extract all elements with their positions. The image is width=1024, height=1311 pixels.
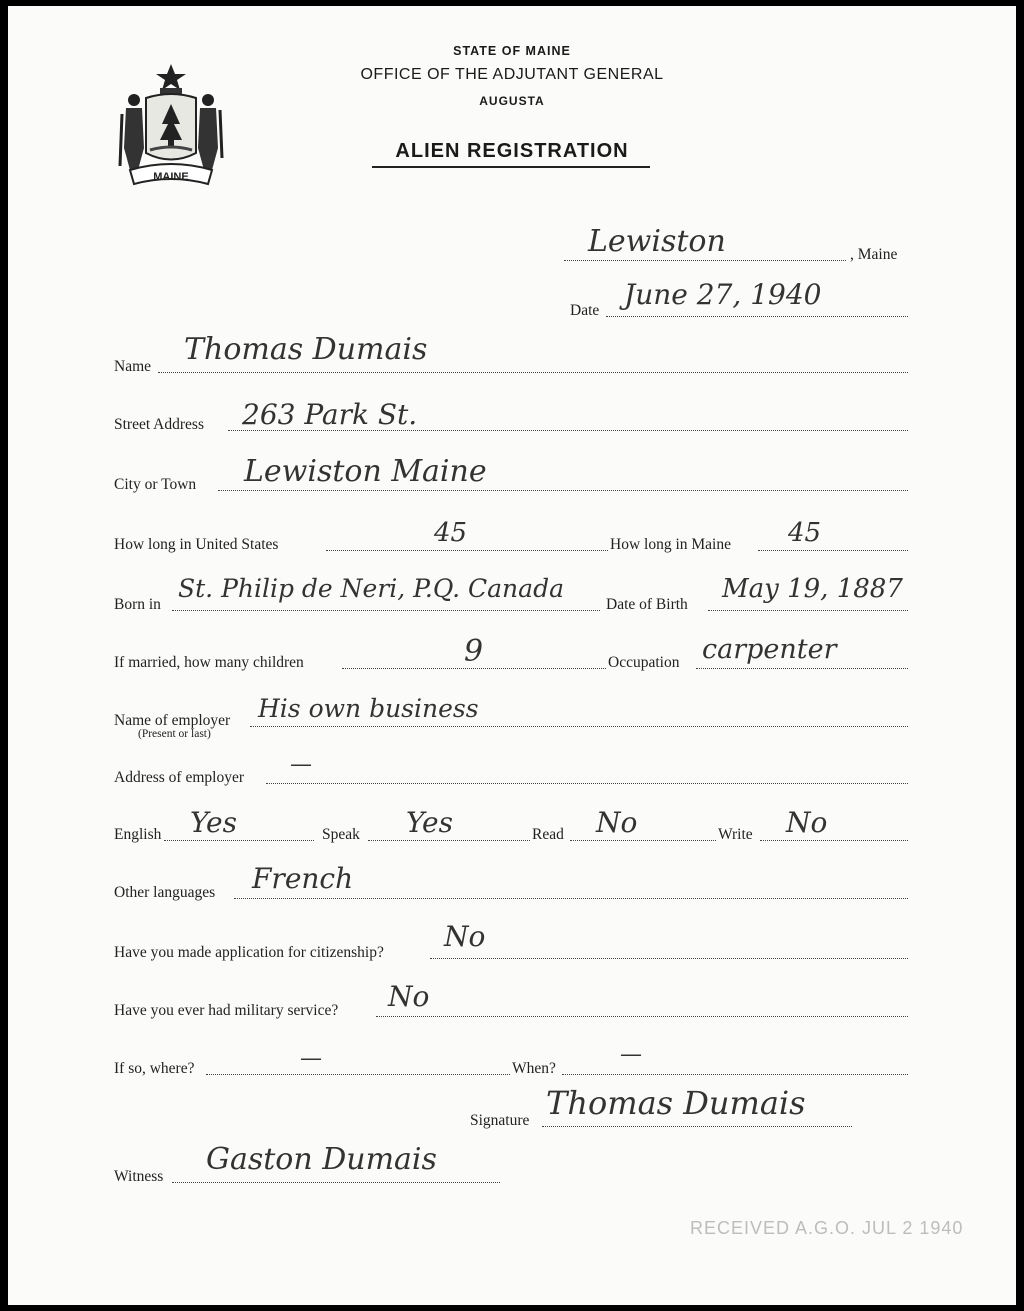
birth-date-line xyxy=(708,610,908,611)
date-value[interactable]: June 27, 1940 xyxy=(624,278,822,311)
children-label: If married, how many children xyxy=(114,654,304,671)
header-office: OFFICE OF THE ADJUTANT GENERAL xyxy=(360,66,664,83)
years-maine-label: How long in Maine xyxy=(610,536,731,553)
signature-label: Signature xyxy=(470,1112,530,1129)
write-value[interactable]: No xyxy=(786,806,828,839)
employer-address-value[interactable]: — xyxy=(290,752,312,777)
write-label: Write xyxy=(718,826,753,843)
place-value[interactable]: Lewiston xyxy=(588,224,726,259)
write-line xyxy=(760,840,908,841)
witness-value[interactable]: Gaston Dumais xyxy=(206,1142,437,1177)
street-value[interactable]: 263 Park St. xyxy=(242,398,418,431)
when-label: When? xyxy=(512,1060,556,1077)
years-us-label: How long in United States xyxy=(114,536,279,553)
date-label: Date xyxy=(570,302,600,319)
form-title: ALIEN REGISTRATION xyxy=(395,140,629,162)
employer-address-label: Address of employer xyxy=(114,769,244,786)
name-line xyxy=(158,372,908,373)
military-label: Have you ever had military service? xyxy=(114,1002,339,1019)
where-label: If so, where? xyxy=(114,1060,195,1077)
speak-line xyxy=(368,840,530,841)
citizenship-value[interactable]: No xyxy=(444,920,486,953)
born-value[interactable]: St. Philip de Neri, P.Q. Canada xyxy=(178,574,564,603)
when-line xyxy=(562,1074,908,1075)
other-languages-line xyxy=(234,898,908,899)
header-state: STATE OF MAINE xyxy=(453,44,571,58)
svg-text:MAINE: MAINE xyxy=(153,171,189,183)
years-us-line xyxy=(326,550,608,551)
employer-label: Name of employer xyxy=(114,712,231,729)
years-us-value[interactable]: 45 xyxy=(434,518,468,548)
military-value[interactable]: No xyxy=(388,980,430,1013)
witness-line xyxy=(172,1182,500,1183)
place-suffix: , Maine xyxy=(850,246,898,263)
military-line xyxy=(376,1016,908,1017)
signature-value[interactable]: Thomas Dumais xyxy=(546,1084,806,1122)
born-label: Born in xyxy=(114,596,161,613)
title-underline xyxy=(372,166,650,168)
speak-value[interactable]: Yes xyxy=(406,806,453,839)
street-label: Street Address xyxy=(114,416,204,433)
city-line xyxy=(218,490,908,491)
received-stamp: RECEIVED A.G.O. JUL 2 1940 xyxy=(690,1218,964,1238)
occupation-label: Occupation xyxy=(608,654,680,671)
other-languages-value[interactable]: French xyxy=(252,862,354,895)
occupation-line xyxy=(696,668,908,669)
read-value[interactable]: No xyxy=(596,806,638,839)
name-label: Name xyxy=(114,358,152,375)
where-line xyxy=(206,1074,510,1075)
english-line xyxy=(164,840,314,841)
employer-value[interactable]: His own business xyxy=(258,694,479,723)
years-maine-value[interactable]: 45 xyxy=(788,518,822,548)
place-line xyxy=(564,260,846,261)
signature-line xyxy=(542,1126,852,1127)
date-line xyxy=(606,316,908,317)
citizenship-line xyxy=(430,958,908,959)
form-page xyxy=(8,6,1016,1305)
speak-label: Speak xyxy=(322,826,360,843)
header-city: AUGUSTA xyxy=(479,94,545,108)
read-label: Read xyxy=(532,826,564,843)
name-value[interactable]: Thomas Dumais xyxy=(184,332,428,367)
read-line xyxy=(570,840,716,841)
when-value[interactable]: — xyxy=(620,1042,642,1067)
city-value[interactable]: Lewiston Maine xyxy=(244,454,487,489)
employer-line xyxy=(250,726,908,727)
birth-date-label: Date of Birth xyxy=(606,596,688,613)
witness-label: Witness xyxy=(114,1168,164,1185)
where-value[interactable]: — xyxy=(300,1046,322,1071)
citizenship-label: Have you made application for citizenship? xyxy=(114,944,384,961)
years-maine-line xyxy=(758,550,908,551)
city-label: City or Town xyxy=(114,476,197,493)
english-label: English xyxy=(114,826,162,843)
born-line xyxy=(172,610,600,611)
occupation-value[interactable]: carpenter xyxy=(702,634,837,665)
children-value[interactable]: 9 xyxy=(464,634,484,669)
other-languages-label: Other languages xyxy=(114,884,216,901)
employer-address-line xyxy=(266,783,908,784)
english-value[interactable]: Yes xyxy=(190,806,237,839)
birth-date-value[interactable]: May 19, 1887 xyxy=(722,574,903,604)
employer-sublabel: (Present or last) xyxy=(138,728,211,740)
